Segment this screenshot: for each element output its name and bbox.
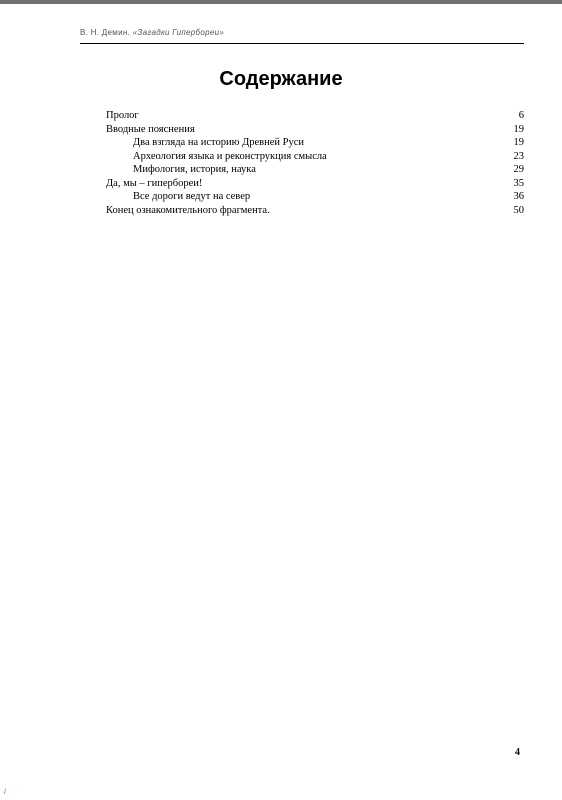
toc-entry-page: 19 <box>513 137 524 148</box>
toc-entry-page: 29 <box>513 164 524 175</box>
toc-entry-label: Конец ознакомительного фрагмента. <box>106 204 270 216</box>
toc-entry-label: Два взгляда на историю Древней Руси <box>133 137 304 148</box>
toc-entry-label: Все дороги ведут на север <box>133 191 251 202</box>
table-of-contents <box>106 109 524 217</box>
toc-entry-label: Мифология, история, наука <box>133 164 256 175</box>
toc-entry-page: 23 <box>513 150 524 162</box>
toc-entry-introductory-notes[interactable] <box>106 123 524 137</box>
toc-entry-label: Археология языка и реконструкция смысла <box>133 150 327 162</box>
toc-entry-all-roads-north[interactable] <box>106 190 524 204</box>
toc-entry-page: 19 <box>513 123 524 135</box>
toc-entry-end-of-fragment[interactable] <box>106 204 524 218</box>
toc-entry-page: 36 <box>513 191 524 202</box>
header-book-title: «Загадки Гипербореи» <box>132 28 225 37</box>
toc-entry-label: Да, мы – гипербореи! <box>106 177 203 189</box>
header-author: В. Н. Демин. <box>80 28 131 37</box>
toc-entry-label: Вводные пояснения <box>106 123 195 135</box>
toc-entry-archaeology-of-language[interactable] <box>106 150 524 164</box>
toc-entry-prologue[interactable] <box>106 109 524 123</box>
page-number: 4 <box>515 747 520 758</box>
toc-entry-page: 50 <box>513 204 524 216</box>
toc-entry-two-views[interactable] <box>106 136 524 150</box>
toc-entry-mythology-history-science[interactable] <box>106 163 524 177</box>
toc-entry-yes-we-are-hyperboreans[interactable] <box>106 177 524 191</box>
toc-entry-page: 35 <box>513 177 524 189</box>
toc-entry-page: 6 <box>518 110 524 121</box>
toc-entry-label: Пролог <box>106 110 139 121</box>
toc-title: Содержание <box>219 68 343 90</box>
viewer-top-border <box>0 0 562 4</box>
corner-mark: / <box>4 789 6 796</box>
running-header <box>80 28 524 44</box>
